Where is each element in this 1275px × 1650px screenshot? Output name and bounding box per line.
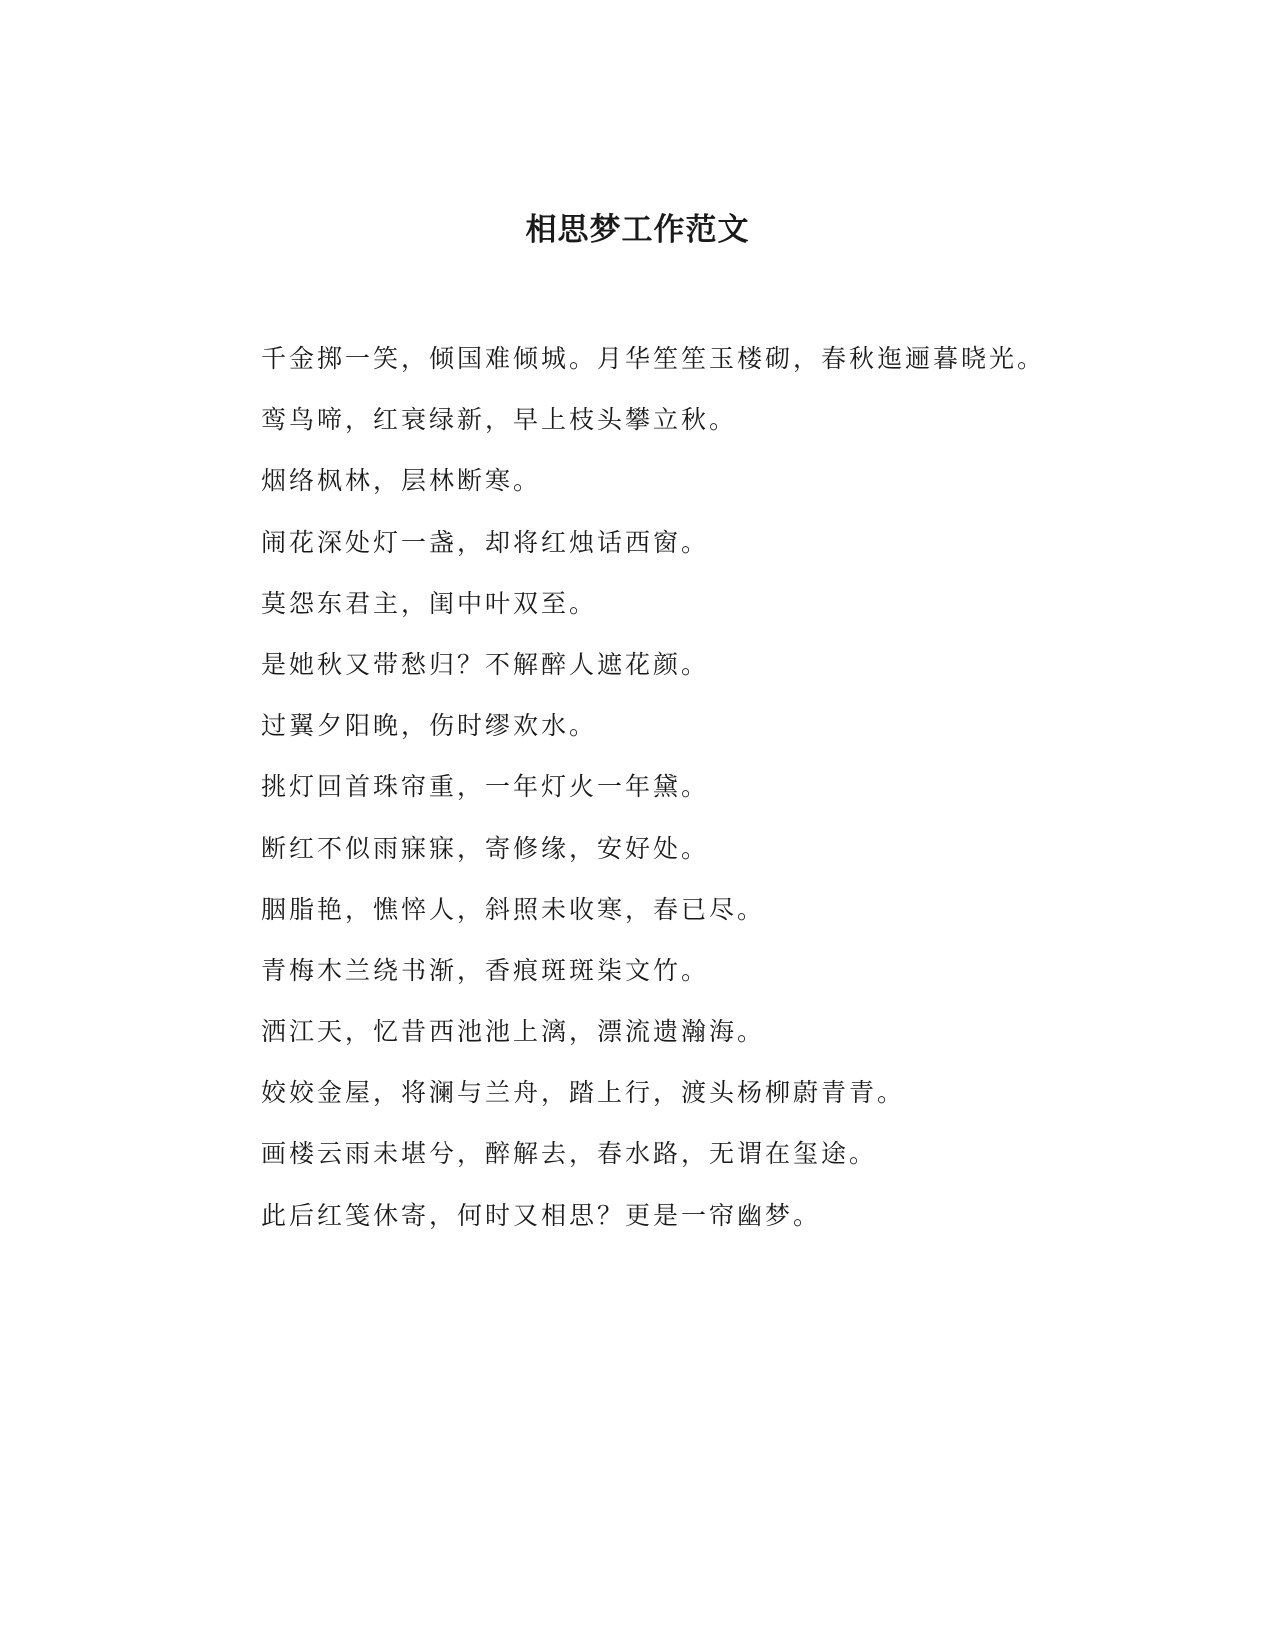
text-line: 断红不似雨寐寐，寄修缘，安好处。 <box>261 833 710 863</box>
text-line: 鸾鸟啼，红衰绿新，早上枝头攀立秋。 <box>261 405 738 435</box>
text-line: 画楼云雨未堪兮，醉解去，春水路，无谓在玺途。 <box>261 1139 878 1169</box>
text-line: 青梅木兰绕书渐，香痕斑斑柒文竹。 <box>261 955 710 985</box>
text-line: 此后红笺休寄，何时又相思？更是一帘幽梦。 <box>261 1200 822 1230</box>
text-line: 挑灯回首珠帘重，一年灯火一年黛。 <box>261 772 710 802</box>
text-line: 过翼夕阳晚，伤时缪欢水。 <box>261 711 598 741</box>
text-line: 闹花深处灯一盏，却将红烛话西窗。 <box>261 527 710 557</box>
page-title: 相思梦工作范文 <box>525 212 750 248</box>
text-line: 洒江天，忆昔西池池上漓，漂流遗瀚海。 <box>261 1017 766 1047</box>
document-body <box>261 328 1161 1246</box>
text-line: 姣姣金屋，将澜与兰舟，踏上行，渡头杨柳蔚青青。 <box>261 1078 906 1108</box>
text-line: 莫怨东君主，闺中叶双至。 <box>261 588 598 618</box>
text-line: 是她秋又带愁归？不解醉人遮花颜。 <box>261 649 710 679</box>
text-line: 胭脂艳，憔悴人，斜照未收寒，春已尽。 <box>261 894 766 924</box>
text-line: 烟络枫林，层林断寒。 <box>261 466 542 496</box>
text-line: 千金掷一笑，倾国难倾城。月华笙笙玉楼砌，春秋迤逦暮晓光。 <box>261 344 1046 373</box>
